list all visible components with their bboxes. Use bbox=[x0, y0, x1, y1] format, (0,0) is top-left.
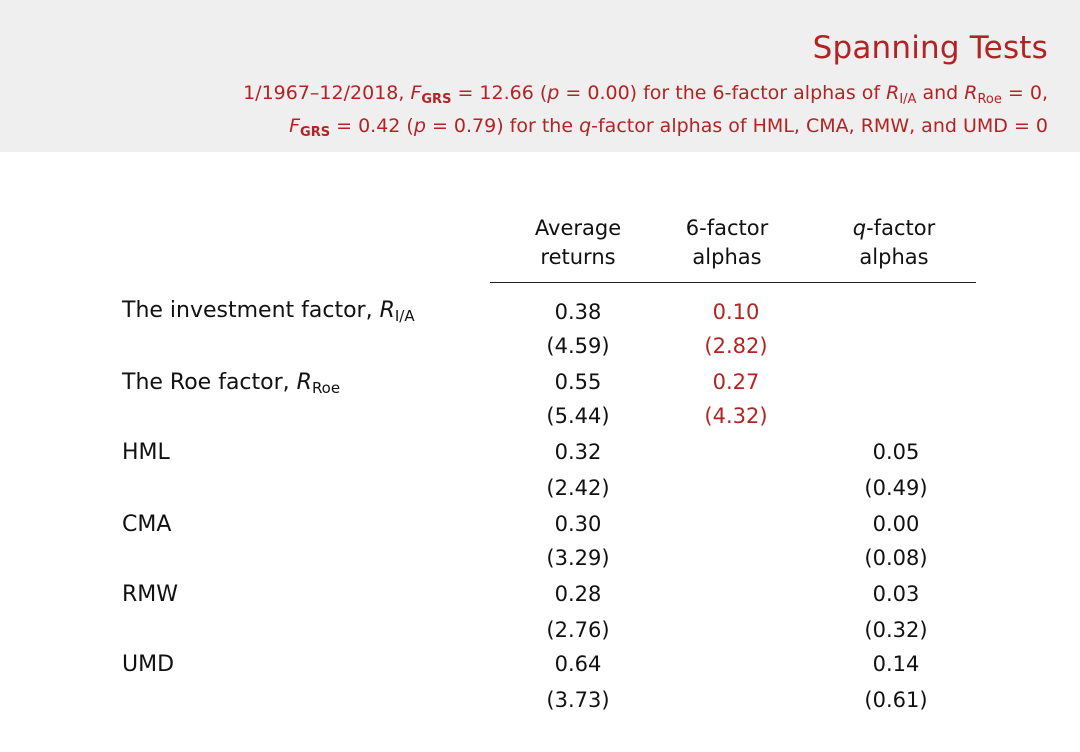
p-symbol: p bbox=[547, 82, 560, 104]
cell-q-alpha-t: (0.61) bbox=[864, 688, 928, 712]
row-label-cma: CMA bbox=[122, 512, 172, 537]
row-label-hml: HML bbox=[122, 440, 170, 465]
cell-six-alpha: 0.27 bbox=[712, 370, 760, 394]
r-symbol: R bbox=[296, 370, 312, 395]
cell-avg-t: (3.29) bbox=[546, 546, 610, 570]
row-label-investment bbox=[122, 298, 415, 323]
row-label-rmw: RMW bbox=[122, 582, 179, 607]
f-symbol: F bbox=[289, 115, 301, 137]
row-label-subscript: I/A bbox=[394, 307, 415, 325]
f-stat-2: = 0.42 ( bbox=[330, 115, 414, 137]
cell-avg-t: (3.73) bbox=[546, 688, 610, 712]
col-header-average-returns bbox=[508, 214, 648, 272]
cell-avg-t: (2.76) bbox=[546, 618, 610, 642]
col-header-line bbox=[824, 214, 964, 243]
col-header-line: Average bbox=[534, 216, 622, 240]
roe-subscript: Roe bbox=[977, 92, 1002, 107]
row-label-text: The Roe factor, bbox=[122, 370, 297, 395]
cell-avg: 0.32 bbox=[554, 440, 602, 464]
cell-six-alpha: 0.10 bbox=[712, 300, 760, 324]
grs-subscript: GRS bbox=[300, 125, 331, 140]
grs-subscript: GRS bbox=[421, 92, 452, 107]
header-rule bbox=[490, 282, 976, 283]
cell-avg-t: (4.59) bbox=[546, 334, 610, 358]
cell-q-alpha: 0.05 bbox=[872, 440, 920, 464]
cell-avg-t: (5.44) bbox=[546, 404, 610, 428]
p-symbol: p bbox=[413, 115, 426, 137]
p-value-1: = 0.00) for the 6-factor alphas of bbox=[559, 82, 887, 104]
cell-avg: 0.55 bbox=[554, 370, 602, 394]
ia-subscript: I/A bbox=[899, 92, 917, 107]
col-header-line: returns bbox=[540, 245, 616, 269]
cell-q-alpha-t: (0.08) bbox=[864, 546, 928, 570]
r-symbol: R bbox=[379, 298, 395, 323]
cell-avg: 0.38 bbox=[554, 300, 602, 324]
cell-q-alpha-t: (0.49) bbox=[864, 476, 928, 500]
cell-six-alpha-t: (4.32) bbox=[704, 404, 768, 428]
cell-avg: 0.30 bbox=[554, 512, 602, 536]
cell-q-alpha: 0.00 bbox=[872, 512, 920, 536]
row-label-roe bbox=[122, 370, 340, 395]
col-header-q-factor bbox=[824, 214, 964, 272]
subtitle-tail-2: -factor alphas of HML, CMA, RMW, and UMD = 0 bbox=[591, 115, 1048, 137]
and-text: and bbox=[916, 82, 965, 104]
cell-q-alpha: 0.03 bbox=[872, 582, 920, 606]
col-header-line: alphas bbox=[692, 245, 762, 269]
col-header-text: -factor bbox=[866, 216, 936, 240]
r-symbol-ia: R bbox=[886, 82, 900, 104]
cell-avg-t: (2.42) bbox=[546, 476, 610, 500]
q-symbol: q bbox=[579, 115, 592, 137]
cell-q-alpha-t: (0.32) bbox=[864, 618, 928, 642]
row-label-text: The investment factor, bbox=[122, 298, 380, 323]
cell-avg: 0.64 bbox=[554, 652, 602, 676]
f-symbol: F bbox=[410, 82, 422, 104]
col-header-line: alphas bbox=[859, 245, 929, 269]
subtitle-period: 1/1967–12/2018, bbox=[243, 82, 411, 104]
r-symbol-roe: R bbox=[964, 82, 978, 104]
f-stat-1: = 12.66 ( bbox=[451, 82, 548, 104]
row-label-umd: UMD bbox=[122, 652, 175, 677]
subtitle-tail-1: = 0, bbox=[1001, 82, 1048, 104]
cell-six-alpha-t: (2.82) bbox=[704, 334, 768, 358]
q-symbol: q bbox=[852, 216, 867, 240]
p-value-2: = 0.79) for the bbox=[425, 115, 580, 137]
slide-title: Spanning Tests bbox=[812, 30, 1048, 66]
cell-q-alpha: 0.14 bbox=[872, 652, 920, 676]
cell-avg: 0.28 bbox=[554, 582, 602, 606]
col-header-6-factor bbox=[657, 214, 797, 272]
col-header-line: 6-factor bbox=[685, 216, 769, 240]
row-label-subscript: Roe bbox=[311, 379, 341, 397]
